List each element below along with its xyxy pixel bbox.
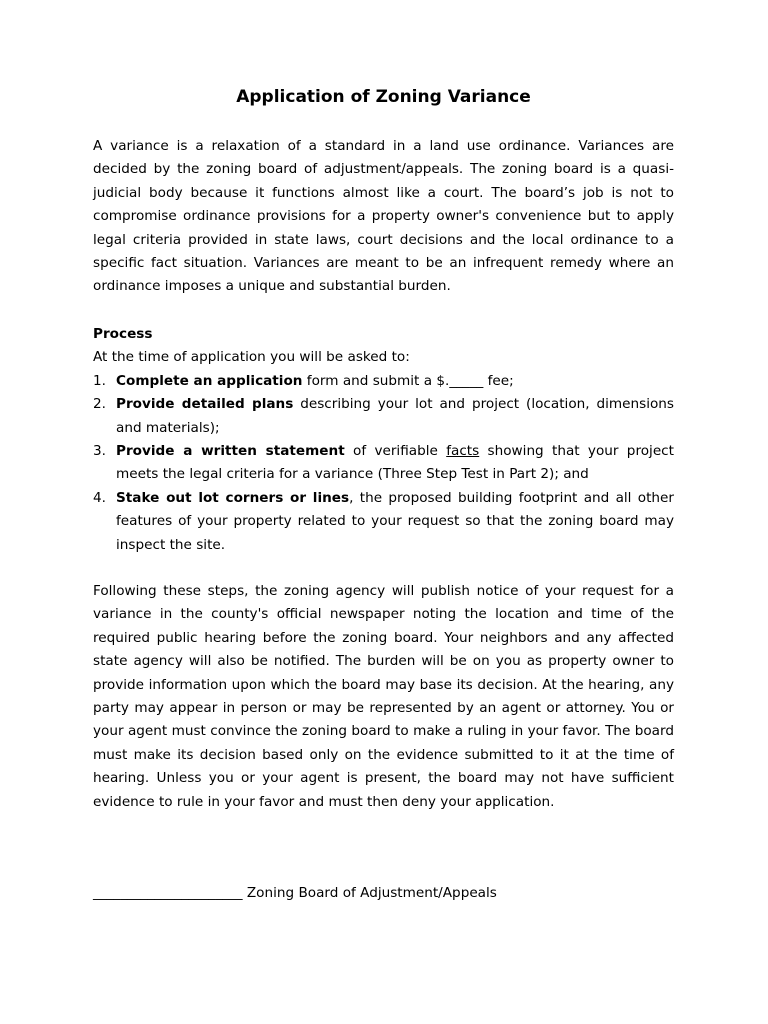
signature-blank: ______________________ bbox=[93, 885, 243, 901]
step-bold-text: Complete an application bbox=[116, 372, 303, 389]
step-bold-text: Provide detailed plans bbox=[116, 396, 294, 413]
process-heading: Process bbox=[93, 326, 153, 342]
step-text: of verifiable bbox=[344, 443, 447, 460]
process-step-1 bbox=[93, 370, 674, 393]
step-text: form and submit a $._____ fee; bbox=[302, 372, 514, 389]
signature-label: Zoning Board of Adjustment/Appeals bbox=[242, 885, 497, 901]
step-bold-text: Stake out lot corners or lines bbox=[116, 489, 350, 506]
step-text: showing that your project meets the legal criteria for a variance (Three Step Test in Part 2); and bbox=[116, 443, 674, 483]
process-steps-list bbox=[93, 370, 674, 557]
step-number: 3. bbox=[93, 443, 106, 460]
step-number: 4. bbox=[93, 489, 106, 506]
intro-paragraph: A variance is a relaxation of a standard in a land use ordinance. Variances are decided by the zoning board of adjustment/appeals. The zoning board is a quasi-judicial body because it functions almost like a court. The board’s job is not to compromise ordinance provisions for a property owner's convenience but to apply legal criteria provided in state laws, court decisions and the local ordinance to a specific fact situation. Variances are meant to be an infrequent remedy where an ordinance imposes a unique and substantial burden. bbox=[93, 138, 674, 295]
process-section bbox=[93, 323, 674, 557]
step-text: , the proposed building footprint and all other features of your property related to your request so that the zoning board may inspect the site. bbox=[116, 489, 674, 553]
document-title: Application of Zoning Variance bbox=[236, 87, 531, 107]
process-step-3 bbox=[93, 440, 674, 487]
following-paragraph: Following these steps, the zoning agency will publish notice of your request for a variance in the county's official newspaper noting the location and time of the required public hearing before the zoning board. Your neighbors and any affected state agency will also be notified. The burden will be on you as property owner to provide information upon which the board may base its decision. At the hearing, any party may appear in person or may be represented by an agent or attorney. You or your agent must convince the zoning board to make a ruling in your favor. The board must make its decision based only on the evidence submitted to it at the time of hearing. Unless you or your agent is present, the board may not have sufficient evidence to rule in your favor and must then deny your application. bbox=[93, 583, 674, 810]
step-text: describing your lot and project (location, dimensions and materials); bbox=[116, 396, 674, 436]
process-step-4 bbox=[93, 487, 674, 557]
step-number: 1. bbox=[93, 372, 106, 389]
step-underlined-text: facts bbox=[446, 443, 480, 460]
signature-line bbox=[93, 882, 674, 905]
process-lead: At the time of application you will be asked to: bbox=[93, 349, 410, 366]
process-step-2 bbox=[93, 393, 674, 440]
step-bold-text: Provide a written statement bbox=[116, 443, 345, 460]
step-number: 2. bbox=[93, 396, 106, 413]
